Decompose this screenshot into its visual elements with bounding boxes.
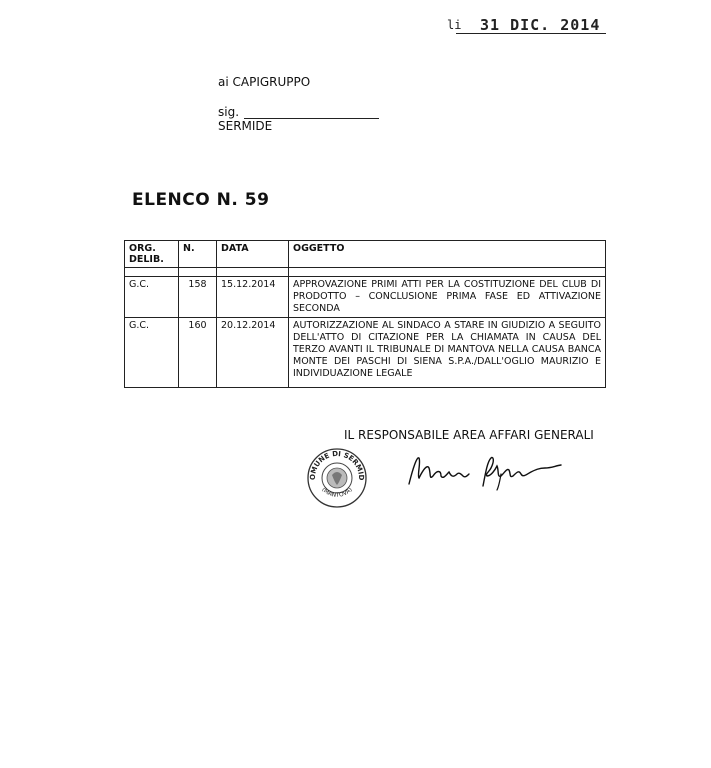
table-spacer-row — [125, 268, 606, 277]
header-org: ORG. DELIB. — [125, 241, 179, 268]
cell-org: G.C. — [125, 318, 179, 388]
handwritten-signature — [405, 448, 565, 497]
cell-n: 158 — [179, 277, 217, 318]
responsabile-label: IL RESPONSABILE AREA AFFARI GENERALI — [344, 428, 594, 442]
cell-org: G.C. — [125, 277, 179, 318]
sig-label: sig. — [218, 105, 240, 119]
town-label: SERMIDE — [218, 119, 273, 133]
recipient-label: ai CAPIGRUPPO — [218, 75, 311, 89]
cell-oggetto: AUTORIZZAZIONE AL SINDACO A STARE IN GIUDIZIO A SEGUITO DELL'ATTO DI CITAZIONE PER LA CHIAMATA IN CAUSA DEL TERZO AVANTI IL TRIBUNALE DI MANTOVA NELLA CAUSA BANCA MONTE DEI PASCHI DI SIENA S.P.A./DALL'OGLIO MAURIZIO E INDIVIDUAZIONE LEGALE — [289, 318, 606, 388]
cell-oggetto: APPROVAZIONE PRIMI ATTI PER LA COSTITUZIONE DEL CLUB DI PRODOTTO – CONCLUSIONE PRIMA FASE ED ATTIVAZIONE SECONDA — [289, 277, 606, 318]
header-oggetto: OGGETTO — [289, 241, 606, 268]
svg-text:(MANTOVA): (MANTOVA) — [320, 486, 354, 499]
table-header-row — [125, 241, 606, 268]
date-prefix: li — [447, 18, 462, 32]
cell-data: 20.12.2014 — [217, 318, 289, 388]
cell-data: 15.12.2014 — [217, 277, 289, 318]
svg-text:COMUNE DI SERMIDE: OMUNE DI SERMID — [308, 449, 366, 481]
header-data: DATA — [217, 241, 289, 268]
municipal-seal-stamp — [306, 447, 368, 513]
document-title: ELENCO N. 59 — [132, 190, 270, 210]
cell-n: 160 — [179, 318, 217, 388]
table-row — [125, 277, 606, 318]
header-n: N. — [179, 241, 217, 268]
deliberations-table — [124, 240, 606, 388]
date-stamp: 31 DIC. 2014 — [456, 16, 606, 34]
table-row — [125, 318, 606, 388]
